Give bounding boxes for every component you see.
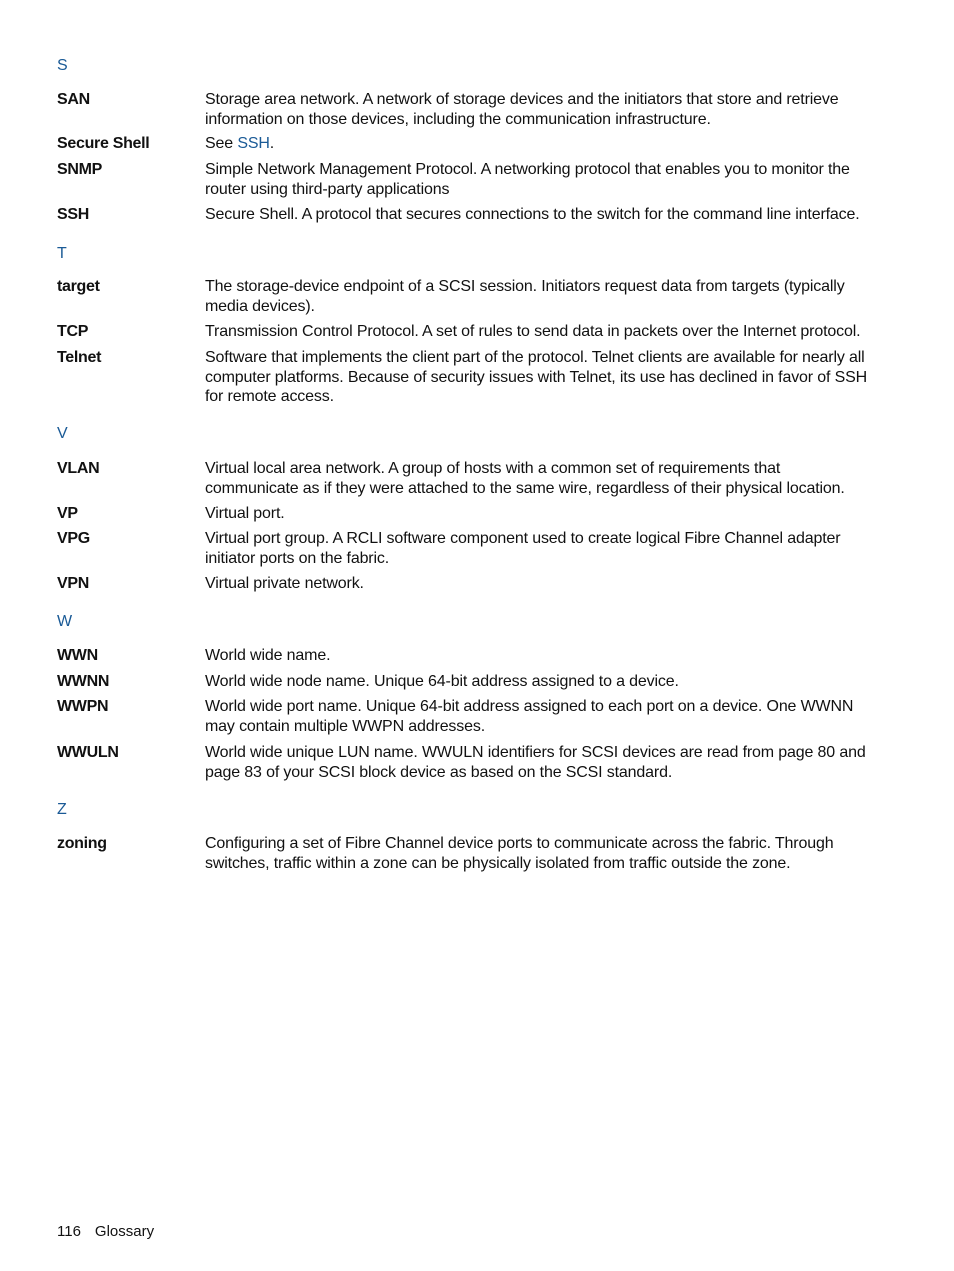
glossary-term: VLAN <box>57 460 100 477</box>
glossary-term: WWPN <box>57 698 109 715</box>
section-letter-s: S <box>57 57 68 74</box>
glossary-term: target <box>57 278 100 295</box>
glossary-definition: Storage area network. A network of storage devices and the initiators that store and retrieve information on those devices, including the communication infrastructure. <box>205 91 839 128</box>
glossary-definition: World wide port name. Unique 64-bit address assigned to each port on a device. One WWNN may contain multiple WWPN addresses. <box>205 698 854 735</box>
glossary-definition: World wide name. <box>205 647 331 664</box>
page-number: 116 <box>57 1223 81 1240</box>
glossary-term: SSH <box>57 206 89 223</box>
glossary-definition: The storage-device endpoint of a SCSI session. Initiators request data from targets (typically media devices). <box>205 278 845 315</box>
glossary-definition: Virtual port group. A RCLI software component used to create logical Fibre Channel adapter initiator ports on the fabric. <box>205 530 841 567</box>
glossary-definition: Transmission Control Protocol. A set of rules to send data in packets over the Internet protocol. <box>205 323 861 340</box>
glossary-term: Telnet <box>57 349 102 366</box>
glossary-definition: Virtual private network. <box>205 575 364 592</box>
glossary-definition <box>205 134 873 154</box>
section-letter-v: V <box>57 425 68 442</box>
footer-section-name: Glossary <box>94 1223 155 1240</box>
glossary-definition: Secure Shell. A protocol that secures connections to the switch for the command line interface. <box>205 206 860 223</box>
glossary-definition: Virtual local area network. A group of hosts with a common set of requirements that communicate as if they were attached to the same wire, regardless of their physical location. <box>205 460 845 497</box>
glossary-definition: Configuring a set of Fibre Channel device ports to communicate across the fabric. Through switches, traffic within a zone can be physically isolated from traffic outside the zone. <box>205 835 834 872</box>
glossary-term: SAN <box>57 91 90 108</box>
glossary-term: SNMP <box>57 161 103 178</box>
glossary-term: VPN <box>57 575 89 592</box>
glossary-term: VP <box>57 505 78 522</box>
glossary-definition: Software that implements the client part of the protocol. Telnet clients are available for nearly all computer platforms. Because of security issues with Telnet, its use has declined in favor of SSH for remote access. <box>205 349 868 405</box>
glossary-term: VPG <box>57 530 90 547</box>
glossary-definition: World wide unique LUN name. WWULN identifiers for SCSI devices are read from page 80 and page 83 of your SCSI block device as based on the SCSI standard. <box>205 744 866 781</box>
glossary-term: TCP <box>57 323 89 340</box>
glossary-term: Secure Shell <box>57 135 150 152</box>
glossary-term: WWNN <box>57 673 110 690</box>
definition-suffix: . <box>269 135 275 152</box>
glossary-definition: Virtual port. <box>205 505 285 522</box>
glossary-term: WWN <box>57 647 98 664</box>
section-letter-t: T <box>57 245 67 262</box>
page-footer <box>57 1222 154 1241</box>
glossary-term: zoning <box>57 835 107 852</box>
section-letter-w: W <box>57 613 73 630</box>
glossary-term: WWULN <box>57 744 119 761</box>
section-letter-z: Z <box>57 801 67 818</box>
definition-prefix: See <box>205 135 238 152</box>
ssh-link[interactable]: SSH <box>237 135 270 152</box>
glossary-definition: World wide node name. Unique 64-bit address assigned to a device. <box>205 673 679 690</box>
glossary-definition: Simple Network Management Protocol. A networking protocol that enables you to monitor the router using third-party applications <box>205 161 850 198</box>
